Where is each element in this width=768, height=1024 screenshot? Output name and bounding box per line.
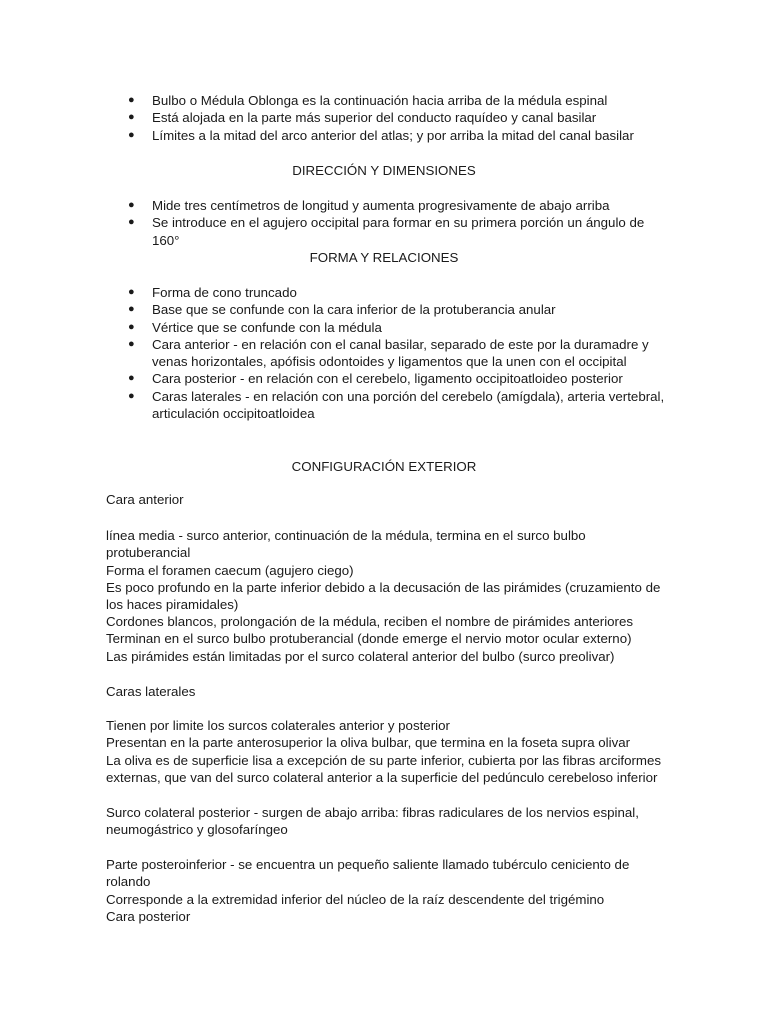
list-item	[0, 336, 672, 371]
paragraph-cara-anterior-1	[106, 527, 666, 613]
bullet-icon: ●	[128, 303, 135, 316]
bullet-icon: ●	[128, 111, 135, 124]
text-line: La oliva es de superficie lisa a excepción de su parte inferior, cubierta por las fibras arciformes externas, que van del surco colateral anterior a la superficie del pedúnculo cerebeloso inferior	[106, 752, 662, 785]
section-heading-direccion: DIRECCIÓN Y DIMENSIONES	[292, 163, 476, 178]
list-item	[0, 92, 672, 109]
list-item-text: Está alojada en la parte más superior del conducto raquídeo y canal basilar	[152, 110, 597, 126]
list-item-text: Bulbo o Médula Oblonga es la continuación hacia arriba de la médula espinal	[152, 93, 608, 108]
list-item	[0, 301, 672, 318]
list-item	[0, 214, 672, 249]
subheading-cara-posterior: Cara posterior	[106, 909, 191, 924]
bullet-icon: ●	[128, 389, 135, 402]
list-item	[0, 197, 672, 214]
list-item-text: Base que se confunde con la cara inferior de la protuberancia anular	[152, 302, 556, 318]
bullet-icon: ●	[128, 372, 135, 385]
text-line: Presentan en la parte anterosuperior la oliva bulbar, que termina en la foseta supra olivar	[106, 735, 631, 751]
list-item	[0, 127, 672, 144]
list-item	[0, 370, 672, 387]
text-line: Forma el foramen caecum (agujero ciego)	[106, 562, 354, 578]
list-item	[0, 284, 672, 301]
list-item	[0, 388, 672, 423]
direccion-bullet-list	[0, 197, 672, 249]
list-item-text: Cara posterior - en relación con el cerebelo, ligamento occipitoatloideo posterior	[152, 371, 623, 387]
list-item-text: Se introduce en el agujero occipital para formar en su primera porción un ángulo de 160°	[152, 215, 645, 248]
text-line: Es poco profundo en la parte inferior debido a la decusación de las pirámides (cruzamiento de los haces piramidales)	[106, 579, 661, 613]
subheading-caras-laterales: Caras laterales	[106, 684, 196, 699]
text-line: Terminan en el surco bulbo protuberancial (donde emerge el nervio motor ocular externo)	[106, 631, 632, 647]
paragraph-surco-colateral: Surco colateral posterior - surgen de abajo arriba: fibras radiculares de los nervios espinal, neumogástrico y glosofaríngeo	[106, 805, 639, 838]
bullet-icon: ●	[128, 286, 135, 298]
text-line: Tienen por limite los surcos colaterales anterior y posterior	[106, 718, 450, 733]
list-item	[0, 319, 672, 336]
list-item-text: Vértice que se confunde con la médula	[152, 319, 382, 335]
section-heading-forma: FORMA Y RELACIONES	[309, 250, 459, 265]
paragraph-caras-laterales	[106, 717, 666, 786]
paragraph-parte-posteroinferior	[106, 856, 666, 908]
paragraph-cara-anterior-2	[106, 613, 666, 665]
text-line: Corresponde a la extremidad inferior del núcleo de la raíz descendente del trigémino	[106, 891, 605, 907]
bullet-icon: ●	[128, 216, 135, 229]
list-item-text: Forma de cono truncado	[152, 285, 297, 300]
list-item-text: Mide tres centímetros de longitud y aumenta progresivamente de abajo arriba	[152, 198, 610, 213]
list-item-text: Caras laterales - en relación con una porción del cerebelo (amígdala), arteria vertebral, articulación occipitoatloidea	[152, 388, 665, 422]
bullet-icon: ●	[128, 199, 135, 211]
section-heading-configuracion: CONFIGURACIÓN EXTERIOR	[291, 459, 477, 474]
text-line: Cordones blancos, prolongación de la médula, reciben el nombre de pirámides anteriores	[106, 614, 634, 629]
text-line: línea media - surco anterior, continuación de la médula, termina en el surco bulbo protuberancial	[106, 528, 586, 561]
subheading-cara-anterior: Cara anterior	[106, 492, 184, 507]
bullet-icon: ●	[128, 337, 135, 350]
intro-bullet-list	[0, 92, 672, 144]
list-item-text: Cara anterior - en relación con el canal basilar, separado de este por la duramadre y venas horizontales, apófisis odontoides y ligamentos que la unen con el occipital	[152, 336, 649, 370]
bullet-icon: ●	[128, 320, 135, 333]
list-item-text: Límites a la mitad del arco anterior del atlas; y por arriba la mitad del canal basilar	[152, 127, 634, 143]
text-line: Parte posteroinferior - se encuentra un pequeño saliente llamado tubérculo ceniciento de rolando	[106, 857, 630, 890]
list-item	[0, 109, 672, 126]
bullet-icon: ●	[128, 94, 135, 106]
bullet-icon: ●	[128, 128, 135, 141]
forma-bullet-list	[0, 284, 672, 422]
text-line: Las pirámides están limitadas por el surco colateral anterior del bulbo (surco preolivar)	[106, 648, 615, 664]
